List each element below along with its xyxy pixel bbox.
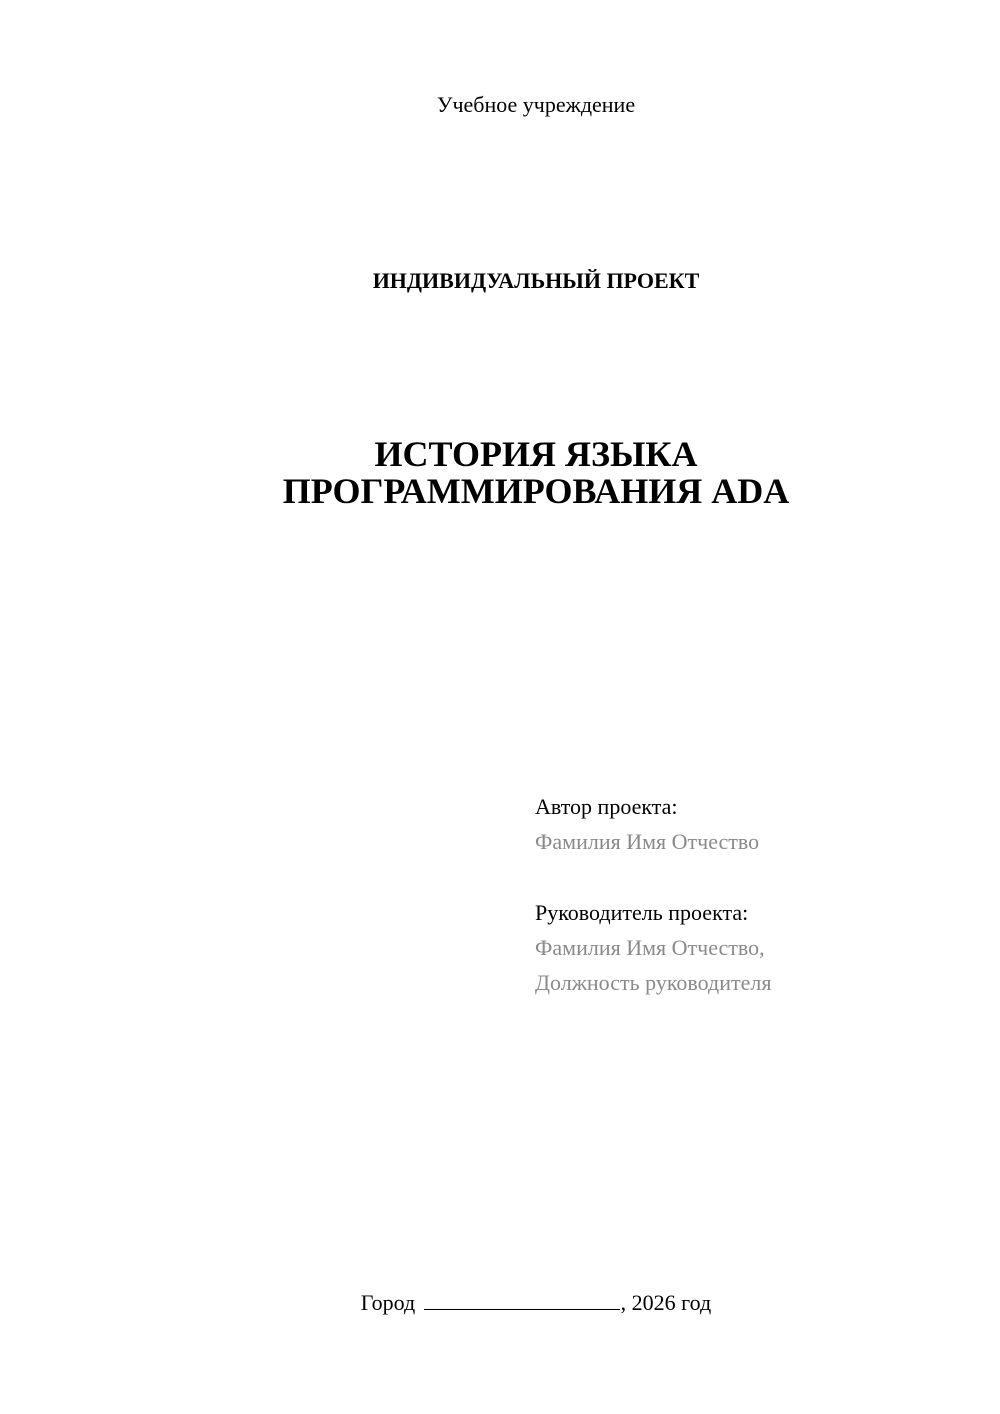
document-type: ИНДИВИДУАЛЬНЫЙ ПРОЕКТ bbox=[372, 268, 700, 293]
author-label: Автор проекта: bbox=[535, 794, 678, 819]
project-title bbox=[0, 436, 1000, 510]
project-title-line-2: ПРОГРАММИРОВАНИЯ ADA bbox=[282, 471, 790, 511]
supervisor-label: Руководитель проекта: bbox=[535, 900, 749, 925]
supervisor-position: Должность руководителя bbox=[535, 970, 772, 995]
year-text: , 2026 год bbox=[620, 1290, 712, 1315]
author-name: Фамилия Имя Отчество bbox=[535, 829, 760, 854]
city-label: Город bbox=[360, 1290, 416, 1315]
credits-block bbox=[535, 789, 771, 1000]
footer-city-year bbox=[0, 1290, 1000, 1316]
credits-spacer bbox=[535, 859, 771, 895]
project-title-line-1: ИСТОРИЯ ЯЗЫКА bbox=[374, 434, 698, 474]
institution-name: Учебное учреждение bbox=[436, 92, 636, 117]
supervisor-name: Фамилия Имя Отчество, bbox=[535, 935, 765, 960]
city-blank-line bbox=[424, 1291, 620, 1310]
